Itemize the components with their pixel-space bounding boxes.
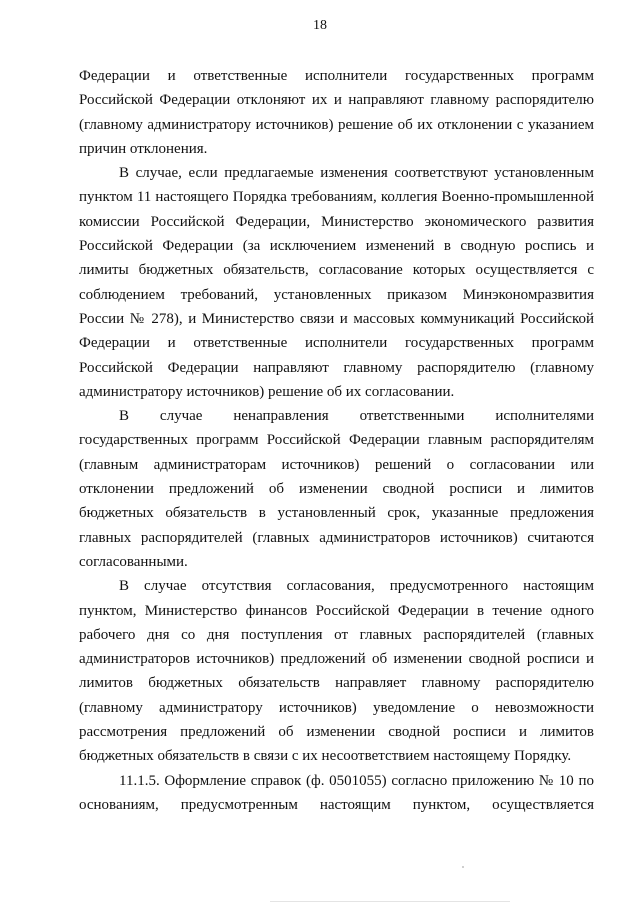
paragraph-no-approval: В случае отсутствия согласования, предусмотренного настоящим пунктом, Министерство финансов Российской Федерации в течение одного рабочего дня со дня поступления от главных распорядителей (главных администраторов источников) предложений об изменении сводной росписи и лимитов бюджетных обязательств направляет главному распорядителю (главному администратору источников) уведомление о невозможности рассмотрения предложений об изменении сводной росписи и лимитов бюджетных обязательств в связи с их несоответствием настоящему Порядку.: [79, 578, 594, 765]
paragraph-continuation: Федерации и ответственные исполнители государственных программ Российской Федерации отклоняют их и направляют главному распорядителю (главному администратору источников) решение об их отклонении с указанием причин отклонения.: [79, 68, 594, 157]
scan-artifact: [462, 866, 464, 868]
scan-edge: [270, 901, 510, 902]
paragraph-approval: В случае, если предлагаемые изменения соответствуют установленным пунктом 11 настоящего Порядка требованиям, коллегия Военно-промышленной комиссии Российской Федерации, Министерство экономического развития Российской Федерации (за исключением изменений в сводную роспись и лимиты бюджетных обязательств, согласование которых осуществляется с соблюдением требований, установленных приказом Минэкономразвития России № 278), и Министерство связи и массовых коммуникаций Российской Федерации и ответственные исполнители государственных программ Российской Федерации направляют главному распорядителю (главному администратору источников) решение об их согласовании.: [79, 165, 594, 400]
paragraph-11-1-5: 11.1.5. Оформление справок (ф. 0501055) согласно приложению № 10 по основаниям, предусмотренным настоящим пунктом, осуществляется: [79, 772, 594, 813]
page-number: 18: [313, 18, 327, 33]
paragraph-non-response: В случае ненаправления ответственными исполнителями государственных программ Российской Федерации главным распорядителям (главным администраторам источников) решений о согласовании или отклонении предложений об изменении сводной росписи и лимитов бюджетных обязательств в установленный срок, указанные предложения главных распорядителей (главных администраторов источников) считаются согласованными.: [79, 408, 594, 570]
document-body: [79, 64, 594, 817]
